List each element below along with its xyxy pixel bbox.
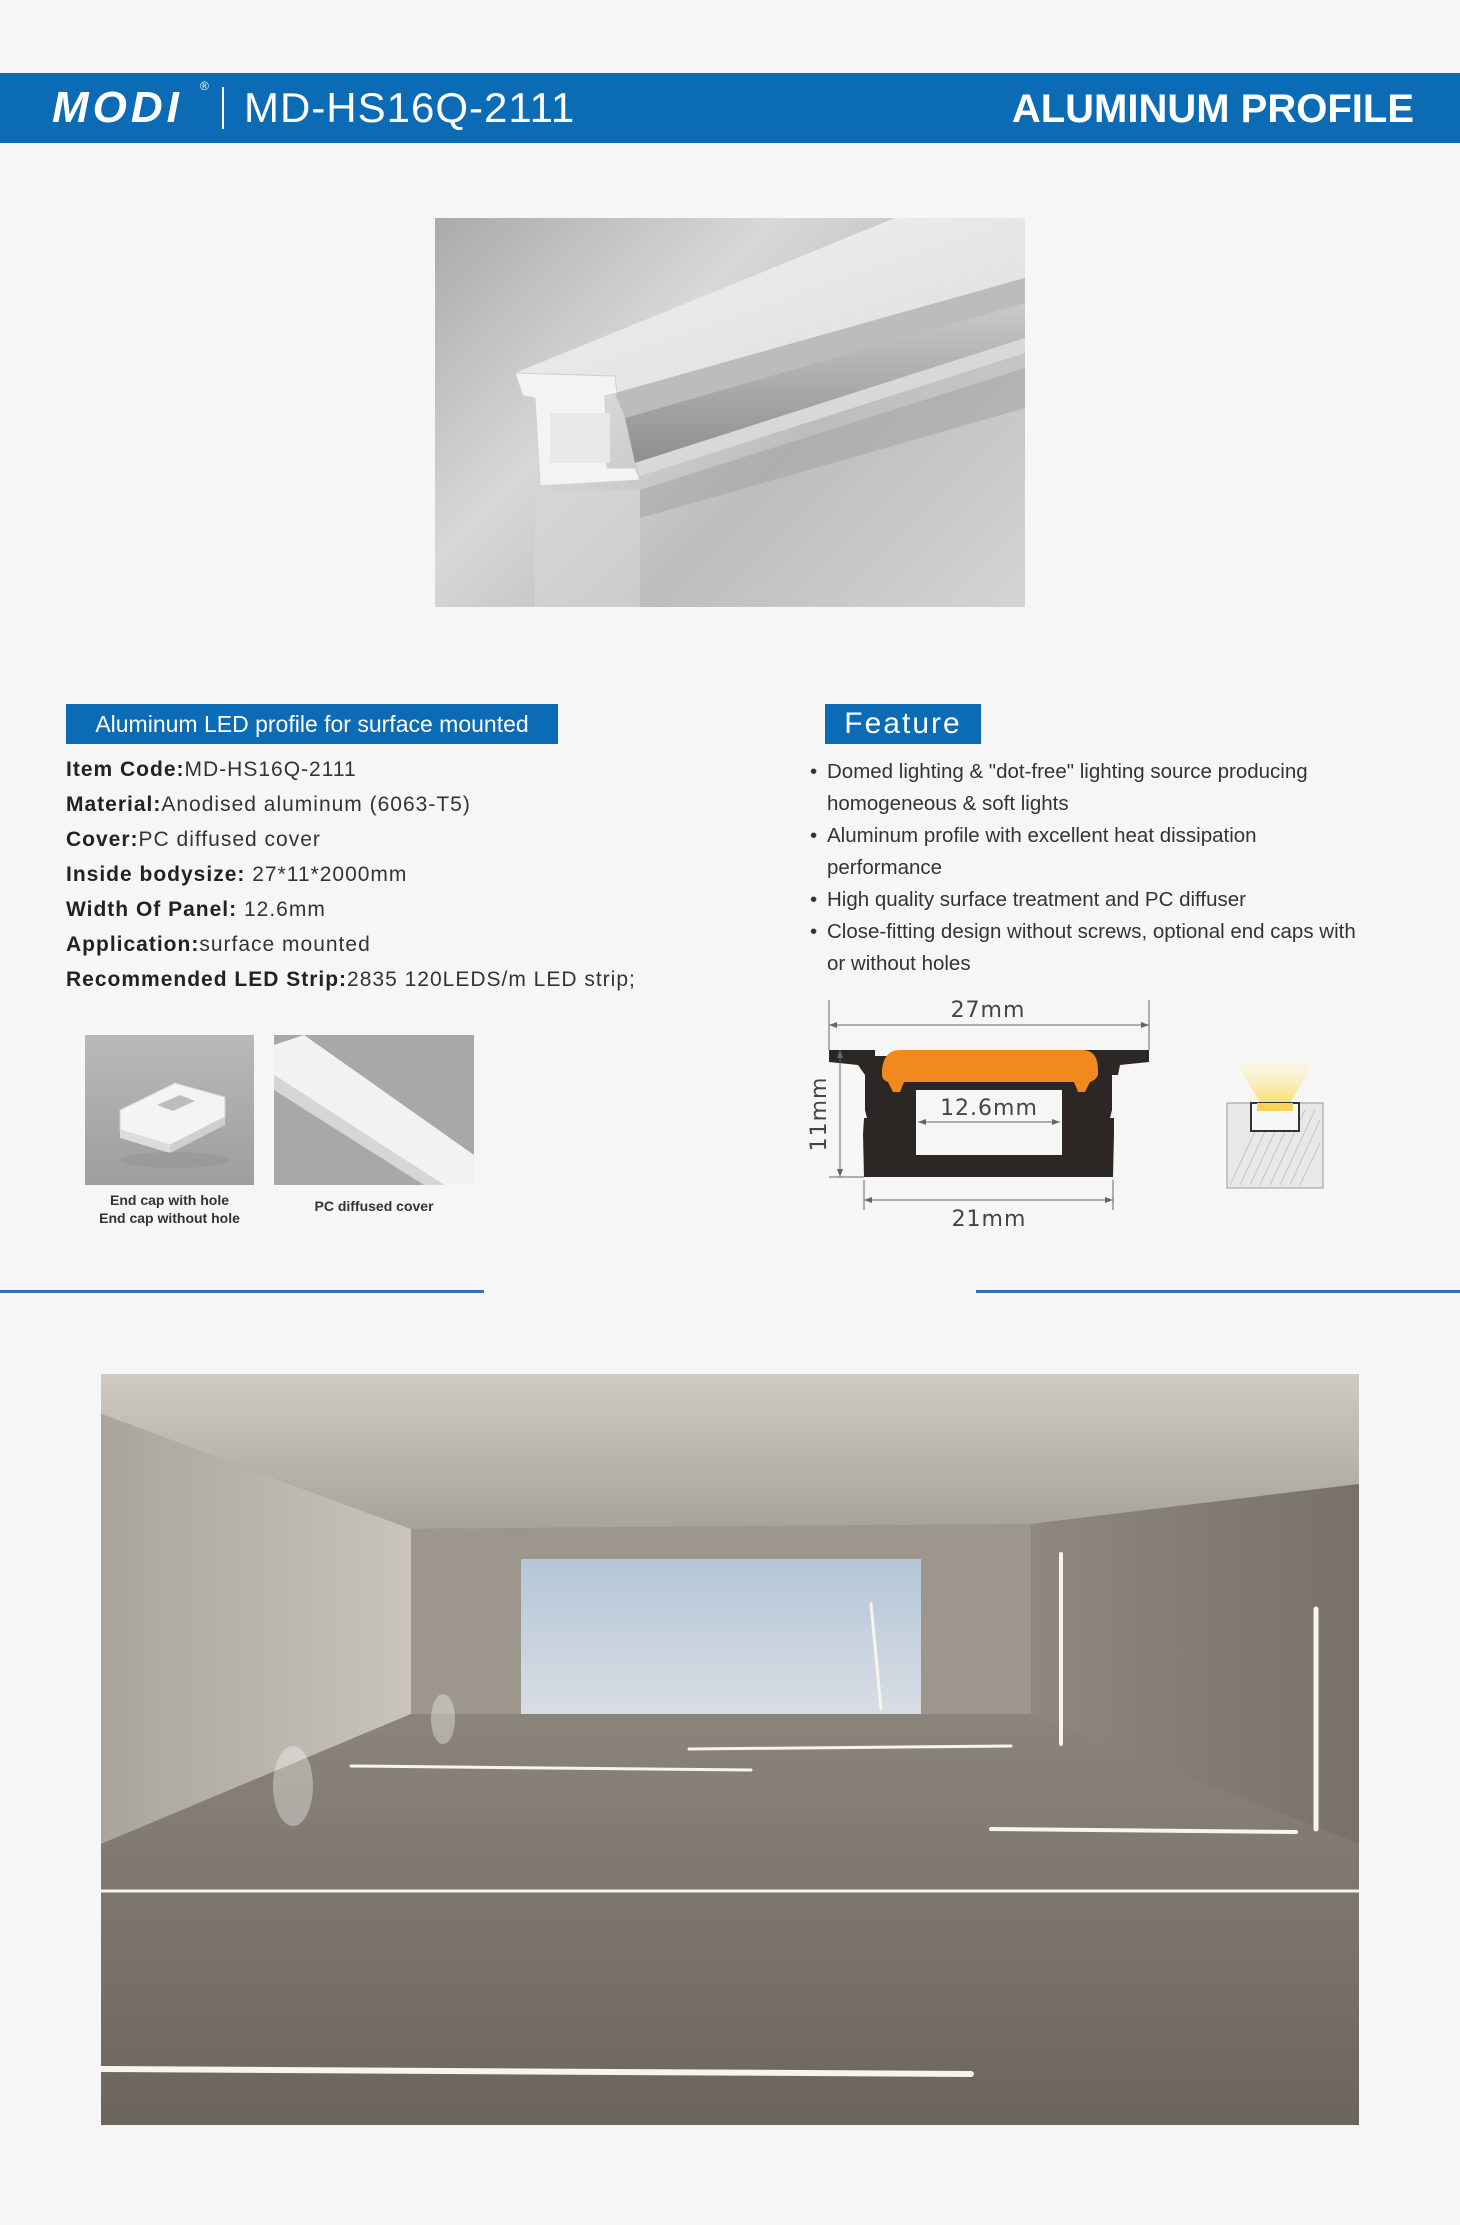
- spec-label: Application:: [66, 933, 200, 956]
- spec-value: MD-HS16Q-2111: [184, 758, 357, 781]
- spec-panel-width: [66, 898, 326, 922]
- product-image: [435, 218, 1025, 607]
- feature-text: Domed lighting & "dot-free" lighting source producing homogeneous & soft lights: [827, 760, 1308, 815]
- spec-label: Cover:: [66, 828, 139, 851]
- feature-text: Close-fitting design without screws, optional end caps with or without holes: [827, 920, 1356, 975]
- spec-value: 27*11*2000mm: [245, 863, 408, 886]
- end-cap-caption-1: End cap with hole: [109, 1192, 229, 1208]
- feature-text: Aluminum profile with excellent heat dissipation performance: [827, 824, 1257, 879]
- spec-item-code: [66, 758, 357, 782]
- bullet-icon: •: [810, 760, 818, 783]
- pc-cover-image: [274, 1035, 474, 1185]
- dim-bottom-label: 21mm: [951, 1207, 1027, 1232]
- description-title: Aluminum LED profile for surface mounted: [66, 704, 558, 744]
- spec-label: Width Of Panel:: [66, 898, 238, 921]
- feature-item: [810, 884, 1370, 916]
- spec-label: Material:: [66, 793, 162, 816]
- bullet-icon: •: [810, 888, 818, 911]
- model-number: MD-HS16Q-2111: [244, 84, 576, 131]
- spec-label: Item Code:: [66, 758, 185, 781]
- spec-application: [66, 933, 371, 957]
- spec-value: 12.6mm: [237, 898, 326, 921]
- divider-right: [976, 1290, 1460, 1293]
- product-category: ALUMINUM PROFILE: [1011, 87, 1414, 131]
- dim-top-label: 27mm: [950, 998, 1026, 1023]
- pc-cover-caption: PC diffused cover: [314, 1198, 434, 1214]
- spec-led-strip: [66, 968, 636, 992]
- dim-panel-label: 12.6mm: [940, 1096, 1038, 1121]
- spec-label: Recommended LED Strip:: [66, 968, 348, 991]
- dim-height-label: 11mm: [807, 1076, 832, 1152]
- spec-value: surface mounted: [199, 933, 371, 956]
- spec-label: Inside bodysize:: [66, 863, 246, 886]
- end-cap-caption-2: End cap without hole: [99, 1210, 240, 1226]
- bullet-icon: •: [810, 920, 818, 943]
- brand-logo: MODI: [52, 83, 183, 132]
- end-cap-image: [85, 1035, 254, 1185]
- feature-title: Feature: [825, 704, 981, 744]
- spec-material: [66, 793, 471, 817]
- spec-value: PC diffused cover: [138, 828, 321, 851]
- spec-cover: [66, 828, 321, 852]
- feature-item: [810, 756, 1370, 820]
- application-scene-image: [101, 1374, 1359, 2125]
- feature-item: [810, 820, 1370, 884]
- spec-value: Anodised aluminum (6063-T5): [161, 793, 471, 816]
- installation-icon: [1225, 1055, 1325, 1190]
- spec-value: 2835 120LEDS/m LED strip;: [347, 968, 636, 991]
- header-bar: [0, 73, 1460, 143]
- header-divider: [222, 87, 224, 129]
- divider-left: [0, 1290, 484, 1293]
- feature-item: [810, 916, 1370, 980]
- registered-mark: ®: [200, 79, 209, 93]
- spec-inside-bodysize: [66, 863, 407, 887]
- profile-cross-section: [800, 990, 1160, 1240]
- bullet-icon: •: [810, 824, 818, 847]
- feature-text: High quality surface treatment and PC diffuser: [827, 888, 1246, 911]
